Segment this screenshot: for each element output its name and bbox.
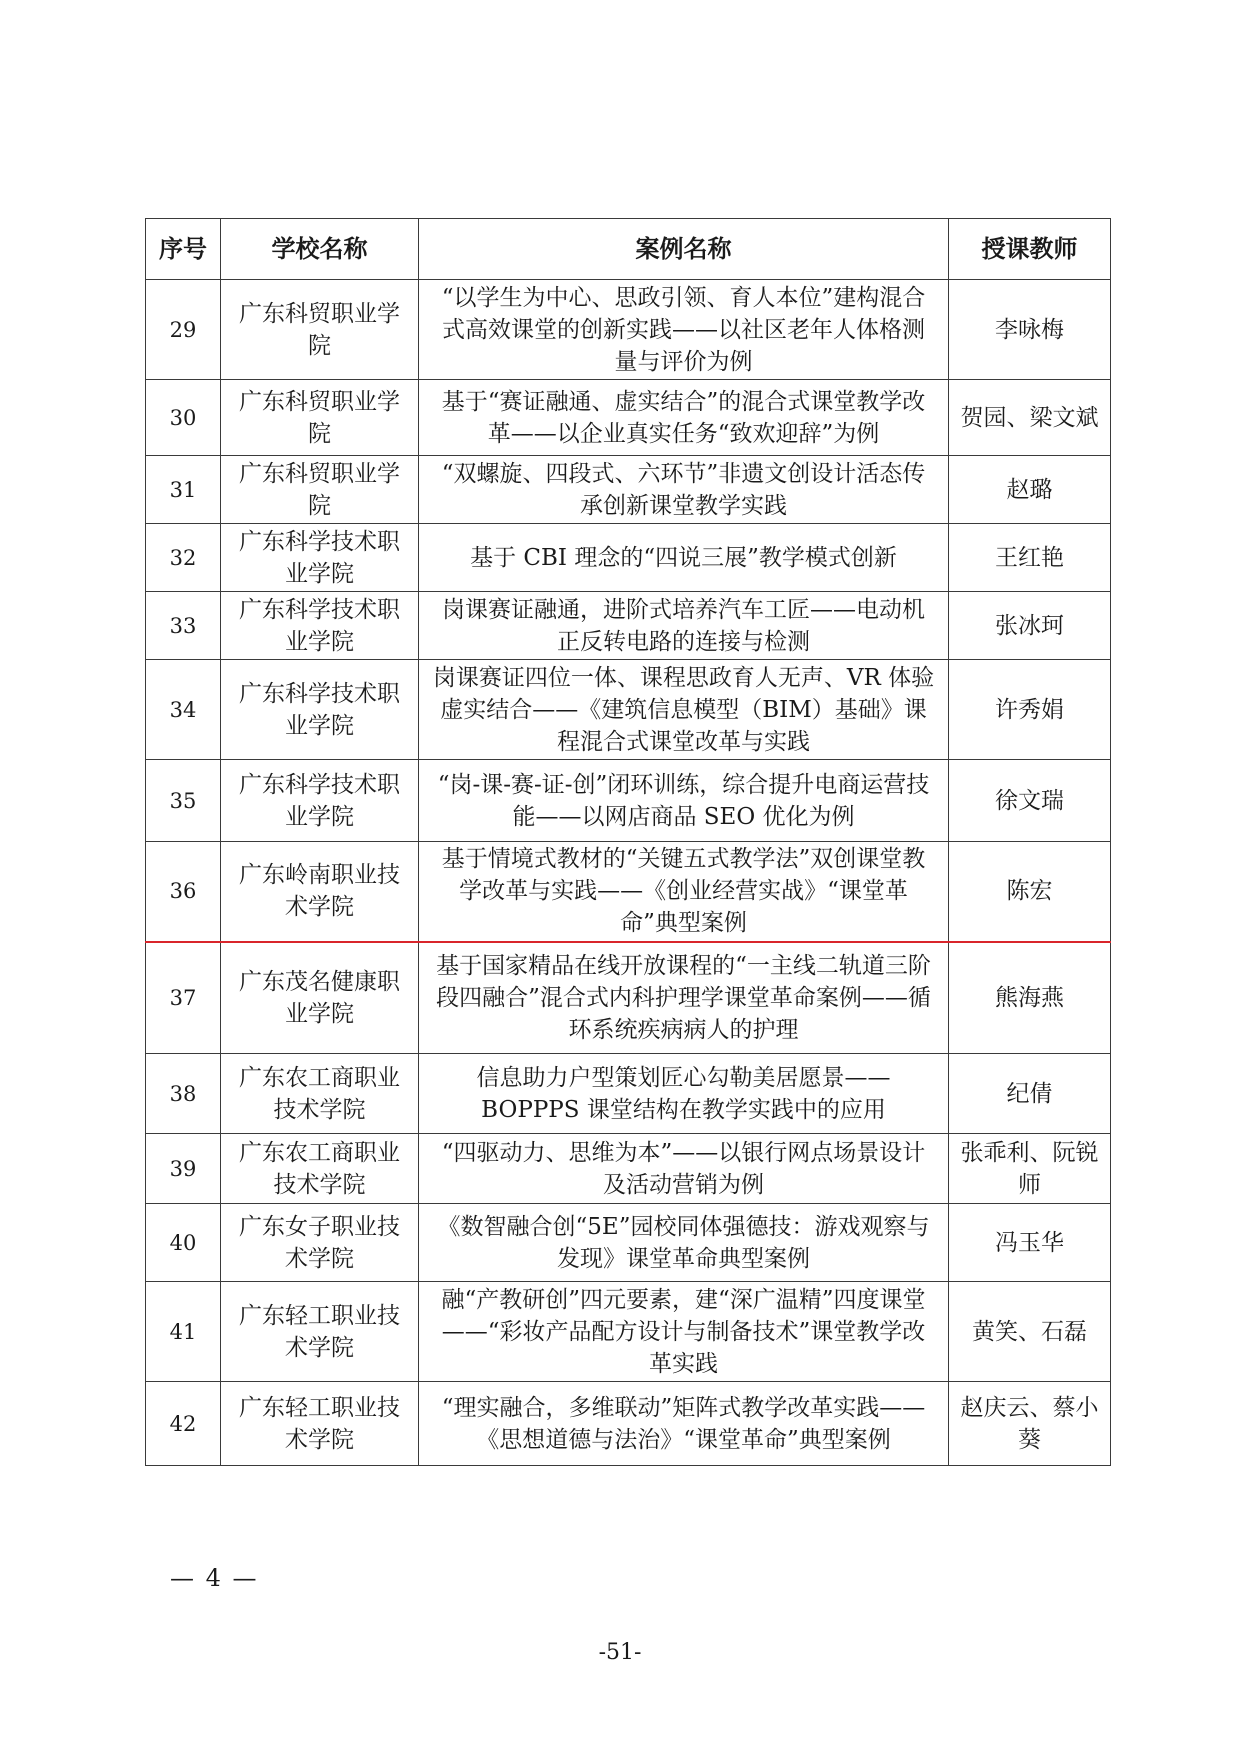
row-case: 基于“赛证融通、虚实结合”的混合式课堂教学改革——以企业真实任务“致欢迎辞”为例 xyxy=(419,380,949,456)
row-serial: 35 xyxy=(146,760,221,842)
row-case: “以学生为中心、思政引领、育人本位”建构混合式高效课堂的创新实践——以社区老年人体格测量与评价为例 xyxy=(419,280,949,380)
row-teacher: 黄笑、石磊 xyxy=(949,1282,1111,1382)
table-row xyxy=(146,280,1111,380)
row-school: 广东科学技术职业学院 xyxy=(221,592,419,660)
table-row xyxy=(146,1282,1111,1382)
table-row xyxy=(146,842,1111,942)
row-teacher: 张冰珂 xyxy=(949,592,1111,660)
row-serial: 30 xyxy=(146,380,221,456)
row-teacher: 陈宏 xyxy=(949,842,1111,942)
row-case: 基于 CBI 理念的“四说三展”教学模式创新 xyxy=(419,524,949,592)
inner-page-marker: — 4 — xyxy=(170,1564,259,1592)
row-serial: 38 xyxy=(146,1054,221,1134)
row-serial: 31 xyxy=(146,456,221,524)
row-case: 基于国家精品在线开放课程的“一主线二轨道三阶段四融合”混合式内科护理学课堂革命案例——循环系统疾病病人的护理 xyxy=(419,942,949,1054)
row-case: “四驱动力、思维为本”——以银行网点场景设计及活动营销为例 xyxy=(419,1134,949,1204)
row-serial: 39 xyxy=(146,1134,221,1204)
row-school: 广东茂名健康职业学院 xyxy=(221,942,419,1054)
table-row xyxy=(146,760,1111,842)
row-teacher: 贺园、梁文斌 xyxy=(949,380,1111,456)
row-teacher: 许秀娟 xyxy=(949,660,1111,760)
row-school: 广东农工商职业技术学院 xyxy=(221,1134,419,1204)
case-table xyxy=(145,218,1111,1466)
row-school: 广东科贸职业学院 xyxy=(221,456,419,524)
row-teacher: 纪倩 xyxy=(949,1054,1111,1134)
row-school: 广东科贸职业学院 xyxy=(221,280,419,380)
row-school: 广东科学技术职业学院 xyxy=(221,524,419,592)
row-school: 广东农工商职业技术学院 xyxy=(221,1054,419,1134)
table-row xyxy=(146,524,1111,592)
row-serial: 37 xyxy=(146,942,221,1054)
row-serial: 41 xyxy=(146,1282,221,1382)
row-case: “双螺旋、四段式、六环节”非遗文创设计活态传承创新课堂教学实践 xyxy=(419,456,949,524)
row-school: 广东科学技术职业学院 xyxy=(221,760,419,842)
table-row xyxy=(146,456,1111,524)
row-serial: 32 xyxy=(146,524,221,592)
row-case: 《数智融合创“5E”园校同体强德技：游戏观察与发现》课堂革命典型案例 xyxy=(419,1204,949,1282)
row-school: 广东岭南职业技术学院 xyxy=(221,842,419,942)
row-serial: 29 xyxy=(146,280,221,380)
row-teacher: 熊海燕 xyxy=(949,942,1111,1054)
row-teacher: 赵庆云、蔡小葵 xyxy=(949,1382,1111,1466)
row-school: 广东科贸职业学院 xyxy=(221,380,419,456)
row-serial: 40 xyxy=(146,1204,221,1282)
row-teacher: 徐文瑞 xyxy=(949,760,1111,842)
row-teacher: 张乖利、阮锐师 xyxy=(949,1134,1111,1204)
row-case: “理实融合，多维联动”矩阵式教学改革实践——《思想道德与法治》“课堂革命”典型案例 xyxy=(419,1382,949,1466)
header-school: 学校名称 xyxy=(221,219,419,280)
table-row xyxy=(146,1134,1111,1204)
header-serial: 序号 xyxy=(146,219,221,280)
row-teacher: 赵璐 xyxy=(949,456,1111,524)
table-row xyxy=(146,660,1111,760)
table-header-row xyxy=(146,219,1111,280)
row-case: 岗课赛证四位一体、课程思政育人无声、VR 体验虚实结合——《建筑信息模型（BIM）基础》课程混合式课堂改革与实践 xyxy=(419,660,949,760)
row-school: 广东女子职业技术学院 xyxy=(221,1204,419,1282)
table-row xyxy=(146,942,1111,1054)
row-serial: 34 xyxy=(146,660,221,760)
row-school: 广东轻工职业技术学院 xyxy=(221,1382,419,1466)
table-row xyxy=(146,380,1111,456)
row-serial: 33 xyxy=(146,592,221,660)
table-row xyxy=(146,1204,1111,1282)
row-teacher: 王红艳 xyxy=(949,524,1111,592)
row-case: 信息助力户型策划匠心勾勒美居愿景——BOPPPS 课堂结构在教学实践中的应用 xyxy=(419,1054,949,1134)
row-teacher: 李咏梅 xyxy=(949,280,1111,380)
row-case: “岗-课-赛-证-创”闭环训练，综合提升电商运营技能——以网店商品 SEO 优化为例 xyxy=(419,760,949,842)
row-teacher: 冯玉华 xyxy=(949,1204,1111,1282)
row-serial: 42 xyxy=(146,1382,221,1466)
page-number: -51- xyxy=(598,1640,642,1665)
header-teacher: 授课教师 xyxy=(949,219,1111,280)
row-case: 基于情境式教材的“关键五式教学法”双创课堂教学改革与实践——《创业经营实战》“课堂革命”典型案例 xyxy=(419,842,949,942)
row-school: 广东轻工职业技术学院 xyxy=(221,1282,419,1382)
table-row xyxy=(146,1054,1111,1134)
row-serial: 36 xyxy=(146,842,221,942)
row-case: 融“产教研创”四元要素，建“深广温精”四度课堂——“彩妆产品配方设计与制备技术”课堂教学改革实践 xyxy=(419,1282,949,1382)
table-row xyxy=(146,1382,1111,1466)
header-case: 案例名称 xyxy=(419,219,949,280)
table-row xyxy=(146,592,1111,660)
row-case: 岗课赛证融通，进阶式培养汽车工匠——电动机正反转电路的连接与检测 xyxy=(419,592,949,660)
row-school: 广东科学技术职业学院 xyxy=(221,660,419,760)
case-table-container xyxy=(145,218,1110,1466)
